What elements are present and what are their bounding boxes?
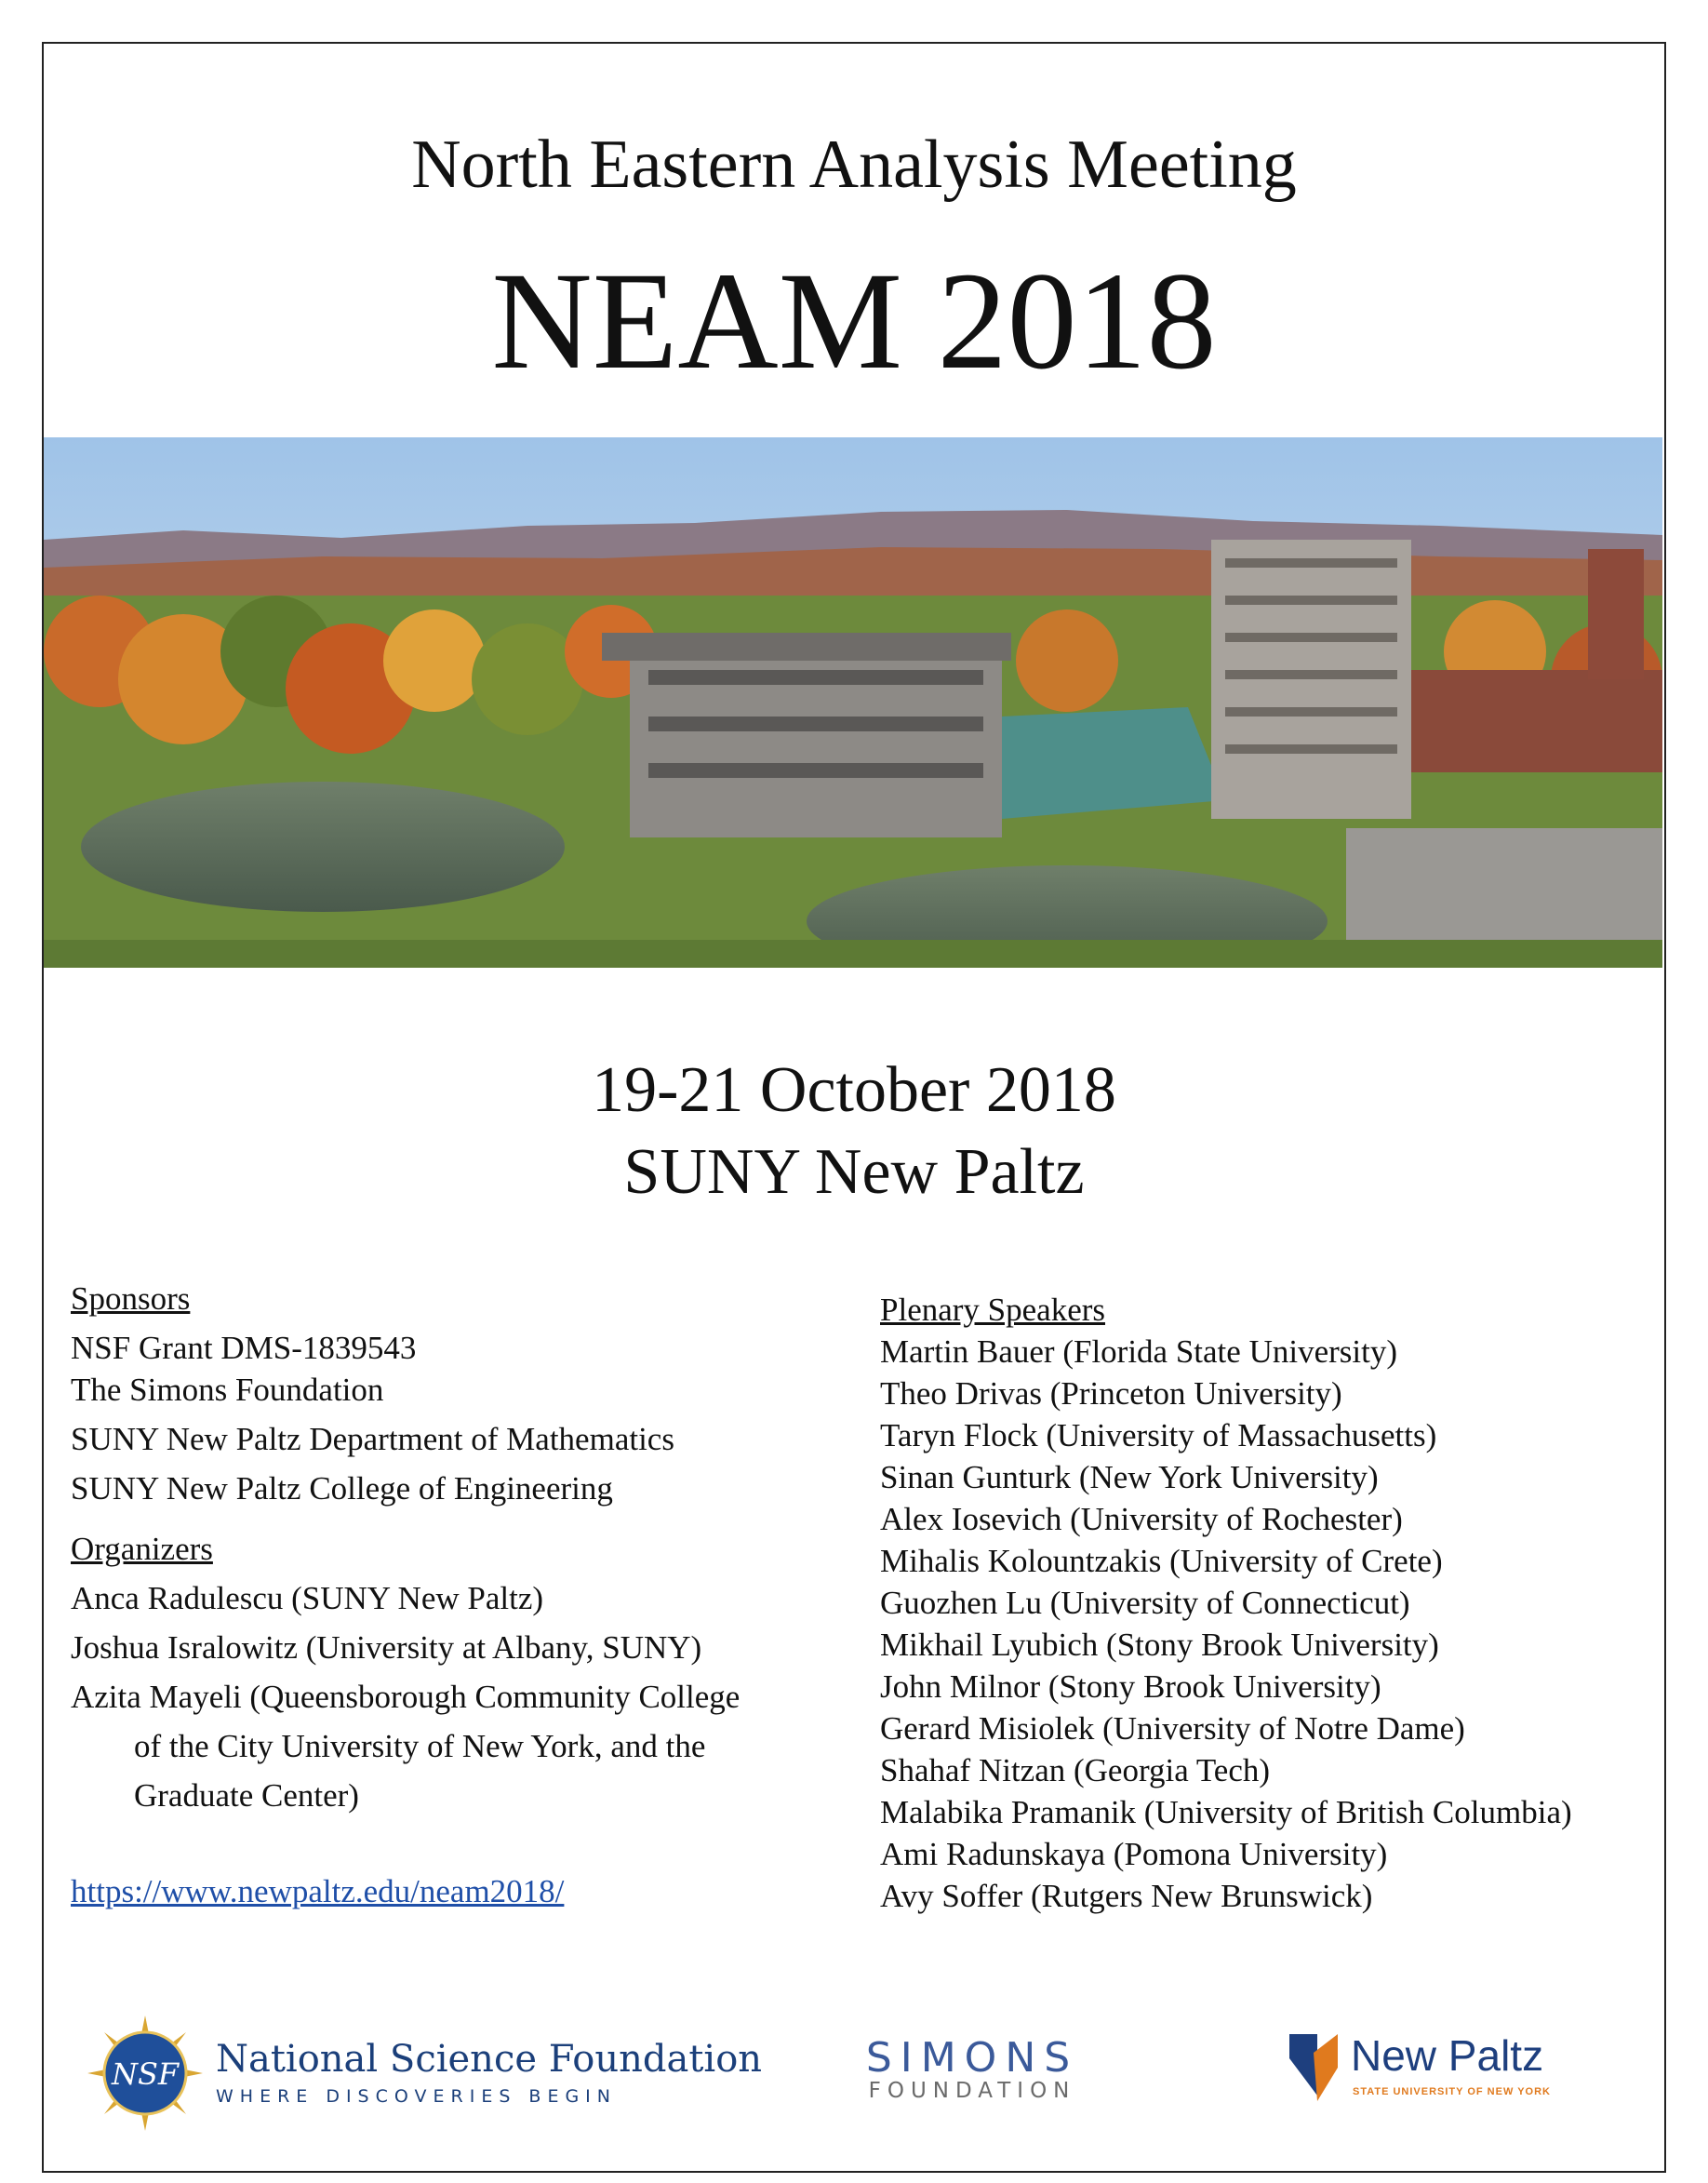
campus-aerial-photo <box>44 437 1662 968</box>
speaker-item: John Milnor (Stony Brook University) <box>880 1668 1381 1705</box>
nsf-logo <box>87 2021 763 2123</box>
simons-name: SIMONS <box>865 2034 1079 2082</box>
sponsor-item: NSF Grant DMS-1839543 <box>71 1330 417 1366</box>
sponsor-item: SUNY New Paltz College of Engineering <box>71 1470 613 1507</box>
newpaltz-logo <box>1286 2030 1583 2123</box>
simons-sub: FOUNDATION <box>868 2079 1076 2103</box>
speakers-heading: Plenary Speakers <box>880 1292 1106 1328</box>
speaker-item: Ami Radunskaya (Pomona University) <box>880 1836 1388 1872</box>
organizer-item-continued: of the City University of New York, and the <box>134 1728 706 1764</box>
sponsor-item: The Simons Foundation <box>71 1372 384 1408</box>
speaker-item: Shahaf Nitzan (Georgia Tech) <box>880 1752 1271 1788</box>
organizer-item: Joshua Isralowitz (University at Albany, SUNY) <box>71 1629 702 1666</box>
speaker-item: Avy Soffer (Rutgers New Brunswick) <box>880 1878 1373 1914</box>
organizers-heading: Organizers <box>71 1531 213 1567</box>
newpaltz-name: New Paltz <box>1351 2031 1544 2080</box>
speaker-item: Sinan Gunturk (New York University) <box>880 1459 1379 1495</box>
left-column <box>71 1278 815 1912</box>
speaker-item: Taryn Flock (University of Massachusetts) <box>880 1417 1437 1453</box>
simons-logo <box>842 2034 1102 2105</box>
organizer-item: Anca Radulescu (SUNY New Paltz) <box>71 1580 544 1616</box>
speaker-item: Mikhail Lyubich (Stony Brook University) <box>880 1627 1439 1663</box>
meeting-title: NEAM 2018 <box>491 244 1217 398</box>
organizer-item-continued: Graduate Center) <box>134 1777 359 1814</box>
newpaltz-sub: STATE UNIVERSITY OF NEW YORK <box>1353 2086 1551 2097</box>
speaker-item: Mihalis Kolountzakis (University of Crete) <box>880 1543 1443 1579</box>
speaker-item: Guozhen Lu (University of Connecticut) <box>880 1585 1410 1621</box>
nsf-name: National Science Foundation <box>216 2038 763 2081</box>
nsf-globe-icon <box>87 2016 203 2131</box>
event-dates: 19-21 October 2018 <box>592 1054 1116 1126</box>
speaker-item: Alex Iosevich (University of Rochester) <box>880 1501 1403 1537</box>
svg-text:NSF: NSF <box>111 2056 180 2092</box>
event-location: SUNY New Paltz <box>623 1135 1085 1208</box>
speaker-item: Malabika Pramanik (University of British Columbia) <box>880 1794 1572 1830</box>
speaker-item: Theo Drivas (Princeton University) <box>880 1375 1342 1412</box>
website-link[interactable]: https://www.newpaltz.edu/neam2018/ <box>71 1873 565 1909</box>
speaker-item: Gerard Misiolek (University of Notre Dame) <box>880 1710 1465 1747</box>
newpaltz-mark-icon <box>1286 2030 1341 2105</box>
sponsors-heading: Sponsors <box>71 1280 191 1317</box>
speaker-item: Martin Bauer (Florida State University) <box>880 1333 1397 1370</box>
right-column <box>880 1289 1671 1917</box>
sponsor-item: SUNY New Paltz Department of Mathematics <box>71 1421 674 1457</box>
nsf-tagline: WHERE DISCOVERIES BEGIN <box>216 2086 617 2107</box>
organizer-item: Azita Mayeli (Queensborough Community College <box>71 1679 741 1715</box>
meeting-subtitle: North Eastern Analysis Meeting <box>411 127 1297 203</box>
event-info <box>0 1050 1708 1212</box>
sponsor-logos <box>0 2010 1708 2131</box>
